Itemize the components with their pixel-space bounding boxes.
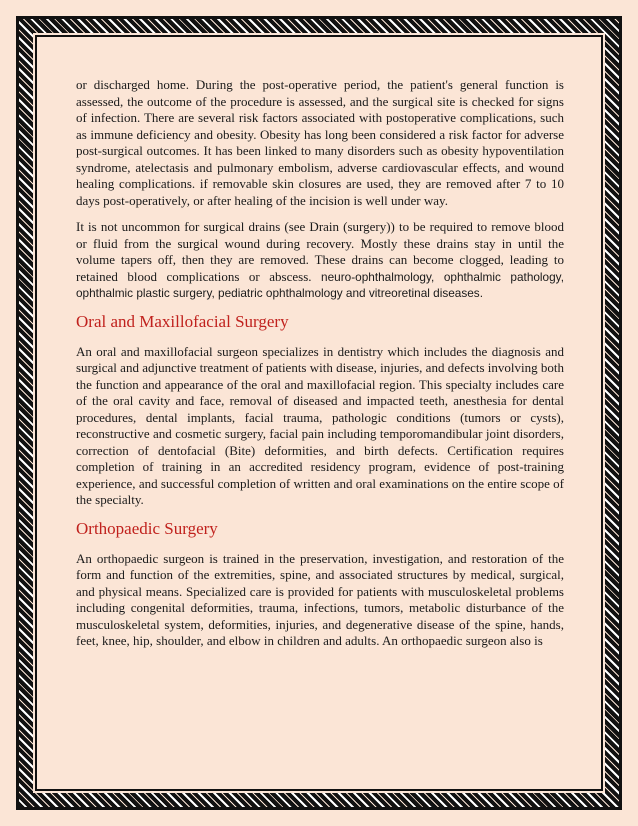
paragraph-drains [76, 219, 564, 302]
paragraph-postoperative: or discharged home. During the post-operative period, the patient's general function is assessed, the outcome of the procedure is assessed, and the surgical site is checked for signs of infection. There are several risk factors associated with postoperative complications, such as immune deficiency and obesity. Obesity has long been considered a risk factor for adverse post-surgical outcomes. It has been linked to many disorders such as obesity hypoventilation syndrome, atelectasis and pulmonary embolism, adverse cardiovascular effects, and wound healing complications. if removable skin closures are used, they are removed after 7 to 10 days post-operatively, or after healing of the incision is well under way. [76, 77, 564, 208]
paragraph-orthopaedic: An orthopaedic surgeon is trained in the preservation, investigation, and restoration of the form and function of the extremities, spine, and associated structures by medical, surgical, and physical means. Specialized care is provided for patients with musculoskeletal problems including congenital deformities, trauma, infections, tumors, metabolic disturbance of the musculoskeletal system, deformities, injuries, and degenerative disease of the spine, hands, feet, knee, hip, shoulder, and elbow in children and adults. An orthopaedic surgeon also is [76, 550, 564, 648]
document-body [76, 77, 564, 660]
heading-orthopaedic: Orthopaedic Surgery [76, 518, 218, 538]
heading-oral-maxillofacial: Oral and Maxillofacial Surgery [76, 311, 289, 331]
paragraph-drains-ophthalmology: neuro-ophthalmology, ophthalmic pathology, ophthalmic plastic surgery, pediatric ophthalmology and vitreoretinal diseases. [76, 269, 564, 300]
paragraph-oral-maxillofacial: An oral and maxillofacial surgeon specializes in dentistry which includes the diagnosis and surgical and adjunctive treatment of patients with disease, injuries, and defects involving both the function and appearance of the oral and maxillofacial region. This specialty includes care of the oral cavity and face, removal of diseased and impacted teeth, anesthesia for dental procedures, dental implants, facial trauma, pathologic conditions (tumors or cysts), reconstructive and cosmetic surgery, facial pain including temporomandibular joint disorders, correction of dentofacial (Bite) deformities, and birth defects. Certification requires completion of training in an accredited residency program, evidence of post-training experience, and successful completion of written and oral examinations on the entire scope of the specialty. [76, 343, 564, 507]
paragraph-drains-text: It is not uncommon for surgical drains (see Drain (surgery)) to be required to remove blood or fluid from the surgical wound during recovery. Mostly these drains stay in until the volume tapers off, then they are removed. These drains can become clogged, leading to retained blood complications or abscess. [76, 219, 564, 284]
